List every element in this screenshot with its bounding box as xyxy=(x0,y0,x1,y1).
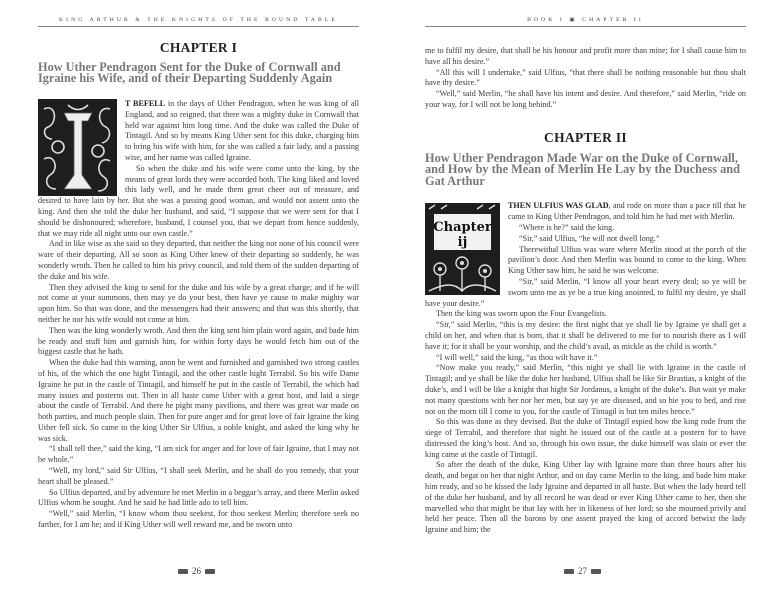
paragraph: “Now make you ready,” said Merlin, “this night ye shall lie with Igraine in the castle of Tintagil; and ye shall be like the duke her husband, Ulfius shall be like Sir Brastias, a knight of the duke’s, and I will be like a knight that hight Sir Jordanus, a knight of the duke’s. But wait ye make not many questions with her nor her men, but say ye are diseased, and so hie you to bed, and rise not on the morn till I come to you, for the castle of Tintagil is but ten miles hence.” xyxy=(425,363,746,416)
chapter-subtitle: How Uther Pendragon Made War on the Duke of Cornwall, and How by the Mean of Merlin He Lay by the Duchess and Gat Arthur xyxy=(425,150,740,188)
paragraph: When the duke had this warning, anon he went and furnished and garnished two strong castles of his, of the which the one hight Tintagil, and the other castle hight Terrabil. So his wife Dame Igraine he put in the castle of Tintagil, and himself he put in the castle of Terrabil, the which had many issues and posterns out. Then in all haste came Uther with a great host, and laid a siege about the castle of Terrabil. And there he pight many pavilions, and there was great war made on both parties, and much people slain. Then for pure anger and for great love of fair Igraine the king Uther fell sick. So came to the king Uther Sir Ulfius, a noble knight, and asked the king why he was sick. xyxy=(38,358,359,443)
drop-cap-illustration xyxy=(38,99,117,196)
ornament-icon xyxy=(591,569,601,574)
paragraph: “Where is he?” said the king. xyxy=(519,222,615,232)
chapter-title: CHAPTER I xyxy=(159,40,238,55)
paragraph: So after the death of the duke, King Uther lay with Igraine more than three hours after his death, and begat on her that night Arthur, and on day came Merlin to the king, and bade him make him ready, and so he kissed the lady Igraine and departed in all haste. But when the lady heard tell of the duke her husband, and by all record he was dead or ever King Uther came to her, then she marvelled who that might be that lay with her in likeness of her lord; so she mourned privily and held her peace. Then all the barons by one assent prayed the king of accord betwixt the lady Igraine and him; the xyxy=(425,460,746,535)
paragraph: “All this will I undertake,” said Ulfius, “that there shall be nothing reasonable but thou shalt have thy desire.” xyxy=(425,67,746,88)
paragraph: “Well,” said Merlin, “he shall have his intent and desire. And therefore,” said Merlin, “ride on your way, for I will not be long behind.” xyxy=(425,89,746,109)
paragraph: So Ulfius departed, and by adventure he met Merlin in a beggar’s array, and there Merlin asked Ulfius whom he sought. And he said he had little ado to tell him. xyxy=(38,487,359,508)
paragraph: And in like wise as she said so they departed, that neither the king nor none of his council were ware of their departing. All so soon as King Uther knew of their departing so suddenly, he was wonderly wroth. Then he called to him his privy council, and told them of the sudden departing of the duke and his wife. xyxy=(38,239,359,281)
paragraph: “Sir,” said Ulfius, “he will not dwell long.” xyxy=(519,233,660,243)
paragraph: Then they advised the king to send for the duke and his wife by a great charge; and if he will not come at your summons, then may ye do your best, then have ye cause to make mighty war upon him. So that was done, and the messengers had their answers; and that was this shortly, that neither he nor his wife would not come at him. xyxy=(38,282,359,324)
right-page xyxy=(392,0,784,600)
ornament-icon xyxy=(205,569,215,574)
chapter-subtitle: How Uther Pendragon Sent for the Duke of Cornwall and Igraine his Wife, and of their Departing Suddenly Again xyxy=(38,59,341,86)
paragraph: “Sir,” said Merlin, “I know all your heart every deal; so ye will be sworn unto me as ye be a true king anointed, to fulfil my desire, ye shall have your desire.” xyxy=(425,276,746,308)
ornament-icon xyxy=(564,569,574,574)
paragraph: “Well, my lord,” said Sir Ulfius, “I shall seek Merlin, and he shall do you remedy, that your heart shall be pleased.” xyxy=(38,466,359,486)
paragraph: T BEFELL in the days of Uther Pendragon, when he was king of all England, and so reigned, that there was a mighty duke in Cornwall that held war against him long time. And the duke was called the Duke of Tintagil. And so by means King Uther sent for this duke, charging him to bring his wife with him, for she was called a fair lady, and a passing wise, and her name was called Igraine. xyxy=(125,98,359,162)
running-head: KING ARTHUR & THE KNIGHTS OF THE ROUND TABLE xyxy=(38,17,359,27)
lead-in: THEN ULFIUS WAS GLAD xyxy=(508,201,609,211)
svg-text:Chapter: Chapter xyxy=(433,220,492,236)
ornament-icon xyxy=(178,569,188,574)
chapter-title: CHAPTER II xyxy=(544,129,627,145)
paragraph: So when the duke and his wife were come unto the king, by the means of great lords they were accorded both. The king liked and loved this lady well, and he made them great cheer out of measure, and desired to have lain by her. But she was a passing good woman, and would not assent unto the king. And then she told the duke her husband, and said, “I suppose that we were sent for that I should be dishonoured; wherefore, husband, I counsel you, that we depart from hence suddenly, that we may ride all night unto our own castle.” xyxy=(38,163,359,238)
lead-in: T BEFELL xyxy=(125,98,166,108)
paragraph: Therewithal Ulfius was ware where Merlin stood at the porch of the pavilion’s door. And then Merlin was bound to come to the king. When King Uther saw him, he said he was welcome. xyxy=(508,244,746,276)
page-number: 26 xyxy=(178,566,215,576)
paragraph: me to fulfil my desire, that shall be his honour and profit more than mine; for I shall cause him to have all his desire.” xyxy=(425,46,746,66)
page-body xyxy=(38,40,359,531)
page-body xyxy=(425,46,746,536)
paragraph: “I will well,” said the king, “as thou wilt have it.” xyxy=(436,352,598,362)
paragraph: So this was done as they devised. But the duke of Tintagil espied how the king rode from the siege of Terrabil, and therefore that night he issued out of the castle at a postern for to have distressed the king’s host. And so, through his own issue, the duke himself was slain or ever the king came at the castle of Tintagil. xyxy=(425,417,746,459)
paragraph: THEN ULFIUS WAS GLAD, and rode on more than a pace till that he came to King Uther Pendragon, and told him he had met with Merlin. xyxy=(508,201,746,222)
page-number: 27 xyxy=(564,566,601,576)
chapter-ornament-illustration xyxy=(425,203,500,295)
paragraph: “I shall tell thee,” said the king, “I am sick for anger and for love of fair Igraine, that I may not be whole.” xyxy=(38,444,359,465)
paragraph: Then was the king wonderly wroth. And then the king sent him plain word again, and bade him be ready and stuff him and garnish him, for within forty days he would fetch him out of the biggest castle that he hath. xyxy=(38,325,359,357)
paragraph: “Sir,” said Merlin, “this is my desire: the first night that ye shall lie by Igraine ye shall get a child on her, and when that is born, that it shall be delivered to me for to nourish there as I will have it; for it shall be your worship, and the child’s avail, as mickle as the child is worth.” xyxy=(425,320,746,351)
paragraph: “Well,” said Merlin, “I know whom thou seekest, for thou seekest Merlin; therefore seek no farther, for I am he; and if King Uther will well reward me, and be sworn unto xyxy=(38,509,359,530)
svg-text:ij: ij xyxy=(457,235,468,251)
paragraph: Then the king was sworn upon the Four Evangelists. xyxy=(436,309,607,319)
running-head: BOOK I ▣ CHAPTER II xyxy=(425,17,746,27)
